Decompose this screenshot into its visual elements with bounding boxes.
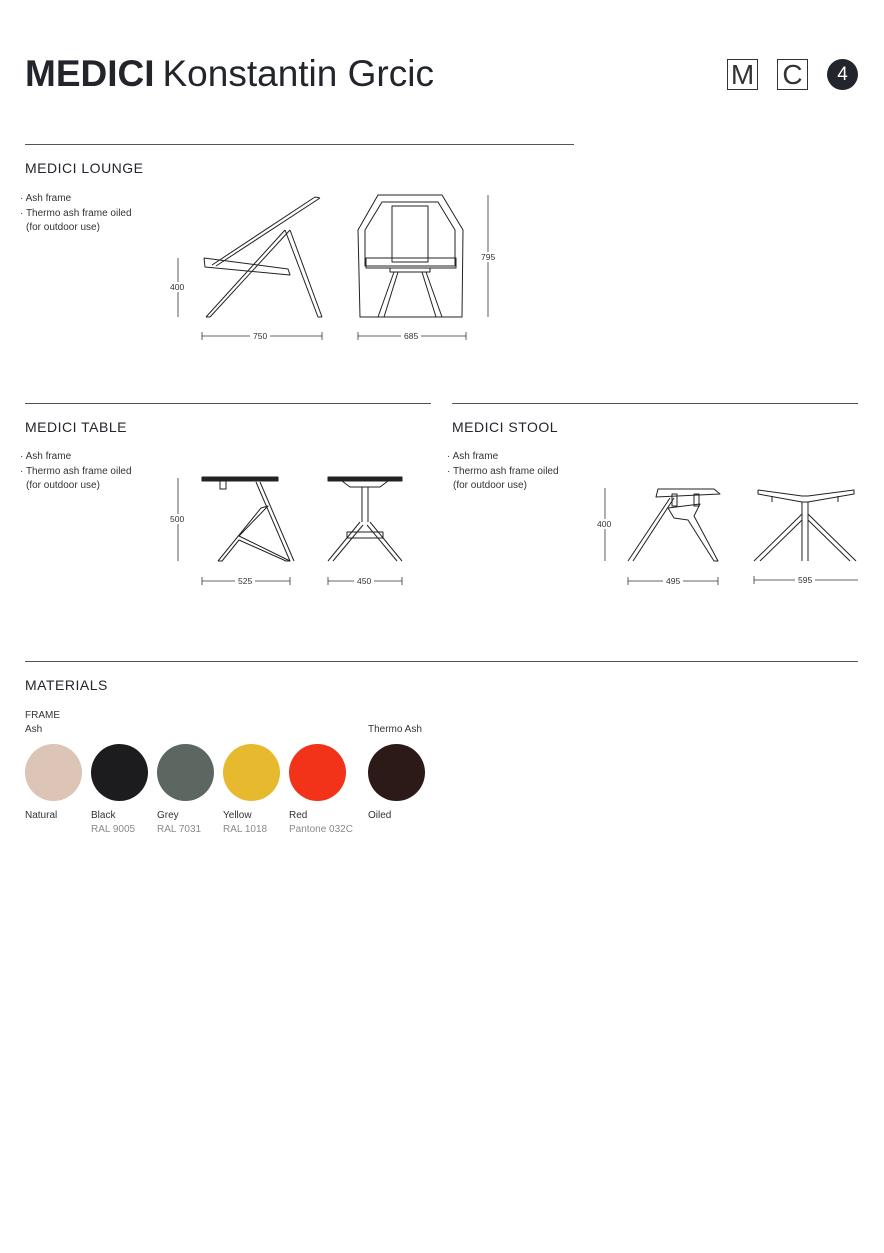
- badge-c: C: [777, 59, 808, 90]
- stool-title: MEDICI STOOL: [452, 419, 559, 435]
- swatch-code: RAL 7031: [157, 824, 202, 835]
- stool-specs: [453, 450, 559, 494]
- stool-spec-2: · Thermo ash frame oiled: [453, 465, 559, 480]
- stool-dim-height: 400: [594, 519, 614, 529]
- stool-drawing: [590, 480, 870, 600]
- swatch-code: Pantone 032C: [289, 824, 353, 835]
- materials-title: MATERIALS: [25, 677, 108, 693]
- table-spec-3: (for outdoor use): [26, 480, 100, 491]
- swatch-name: Red: [289, 810, 308, 821]
- badge-m: M: [727, 59, 758, 90]
- lounge-dim-seat-height: 400: [167, 282, 187, 292]
- product-name: MEDICI: [25, 53, 155, 94]
- swatch-code: RAL 1018: [223, 824, 268, 835]
- table-title: MEDICI TABLE: [25, 419, 127, 435]
- materials-divider: [25, 661, 858, 662]
- swatch-name: Black: [91, 810, 116, 821]
- ash-label: Ash: [25, 724, 43, 735]
- swatch-yellow: [223, 744, 280, 801]
- swatch-red: [289, 744, 346, 801]
- swatch-natural: [25, 744, 82, 801]
- frame-label: FRAME: [25, 710, 60, 721]
- thermo-ash-label: Thermo Ash: [368, 724, 422, 735]
- page-number-badge: 4: [827, 59, 858, 90]
- page-title: [25, 52, 434, 96]
- lounge-spec-2: · Thermo ash frame oiled: [26, 207, 132, 222]
- swatch-name: Grey: [157, 810, 179, 821]
- swatch-name: Natural: [25, 810, 58, 821]
- swatch-name: Yellow: [223, 810, 252, 821]
- table-dim-height: 500: [167, 514, 187, 524]
- stool-spec-3: (for outdoor use): [453, 480, 527, 491]
- table-spec-1: · Ash frame: [26, 450, 132, 465]
- designer-name: Konstantin Grcic: [162, 53, 434, 94]
- stool-dim-width: 595: [795, 575, 815, 585]
- table-dim-width: 450: [354, 576, 374, 586]
- table-dim-depth: 525: [235, 576, 255, 586]
- lounge-divider: [25, 144, 574, 145]
- lounge-dim-width: 685: [401, 331, 421, 341]
- lounge-specs: [26, 192, 132, 236]
- swatch-name: Oiled: [368, 810, 392, 821]
- swatch-code: RAL 9005: [91, 824, 136, 835]
- swatch-oiled: [368, 744, 425, 801]
- table-divider: [25, 403, 431, 404]
- lounge-side-drawing: [160, 190, 340, 350]
- swatch-black: [91, 744, 148, 801]
- table-spec-2: · Thermo ash frame oiled: [26, 465, 132, 480]
- table-drawing: [160, 470, 420, 600]
- lounge-dim-height: 795: [478, 252, 498, 262]
- lounge-title: MEDICI LOUNGE: [25, 160, 144, 176]
- stool-divider: [452, 403, 858, 404]
- lounge-front-drawing: [350, 190, 510, 350]
- lounge-spec-3: (for outdoor use): [26, 222, 100, 233]
- lounge-spec-1: · Ash frame: [26, 192, 132, 207]
- table-specs: [26, 450, 132, 494]
- stool-dim-depth: 495: [663, 576, 683, 586]
- swatch-grey: [157, 744, 214, 801]
- lounge-dim-depth: 750: [250, 331, 270, 341]
- stool-spec-1: · Ash frame: [453, 450, 559, 465]
